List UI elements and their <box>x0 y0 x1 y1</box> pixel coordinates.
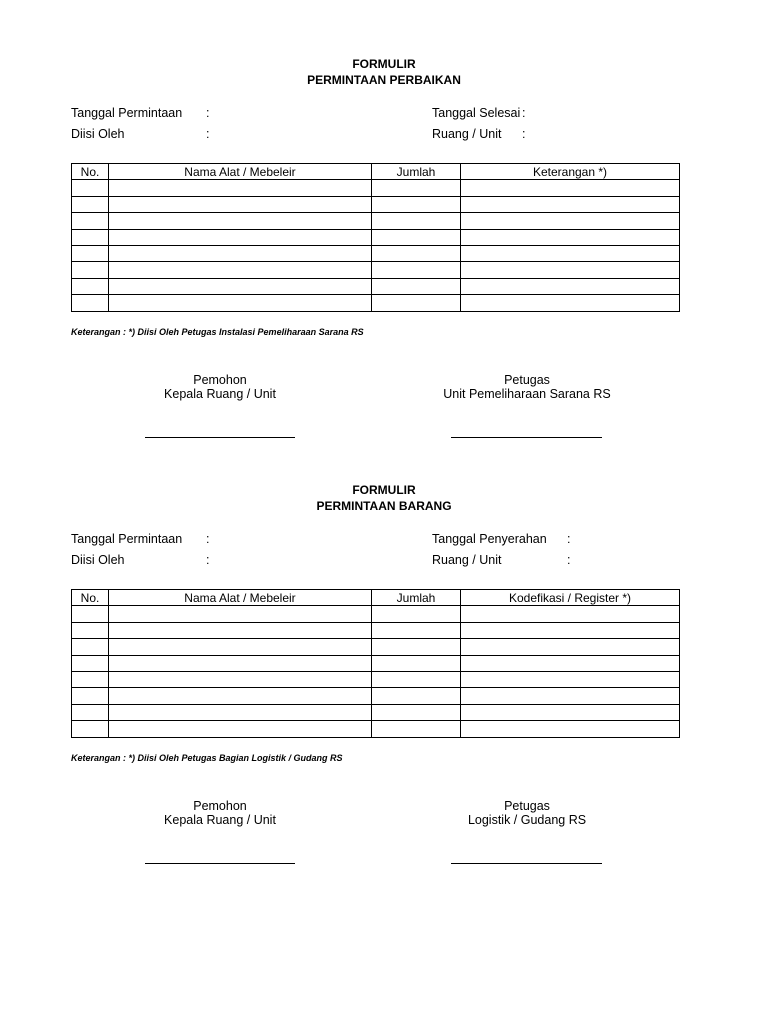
table-cell[interactable] <box>109 295 372 311</box>
table-cell[interactable] <box>72 278 109 294</box>
table-cell[interactable] <box>461 229 680 245</box>
form-permintaan-barang <box>0 483 768 903</box>
table-cell[interactable] <box>372 655 461 671</box>
tanggal-penyerahan-colon: : <box>567 532 571 546</box>
table-cell[interactable] <box>72 622 109 638</box>
table-cell[interactable] <box>461 278 680 294</box>
table-row <box>72 671 680 687</box>
header-no: No. <box>72 590 109 606</box>
table-cell[interactable] <box>461 721 680 737</box>
tanggal-permintaan-label: Tanggal Permintaan <box>71 532 183 546</box>
table-cell[interactable] <box>109 278 372 294</box>
table-cell[interactable] <box>461 180 680 196</box>
table-cell[interactable] <box>461 196 680 212</box>
table-cell[interactable] <box>461 262 680 278</box>
form-title-line2: PERMINTAAN BARANG <box>316 499 452 513</box>
table-row <box>72 688 680 704</box>
table-cell[interactable] <box>109 196 372 212</box>
table-cell[interactable] <box>372 295 461 311</box>
ruang-unit-label: Ruang / Unit <box>432 553 502 567</box>
tanggal-selesai-label: Tanggal Selesai <box>432 106 521 120</box>
ruang-unit-colon: : <box>522 127 526 141</box>
table-row <box>72 606 680 622</box>
table-cell[interactable] <box>109 688 372 704</box>
table-cell[interactable] <box>72 639 109 655</box>
table-cell[interactable] <box>372 278 461 294</box>
table-cell[interactable] <box>72 704 109 720</box>
table-cell[interactable] <box>109 606 372 622</box>
table-cell[interactable] <box>72 196 109 212</box>
table-cell[interactable] <box>72 295 109 311</box>
table-cell[interactable] <box>372 245 461 261</box>
table-cell[interactable] <box>109 639 372 655</box>
table-cell[interactable] <box>372 704 461 720</box>
sign-right-line2: Unit Pemeliharaan Sarana RS <box>443 387 611 401</box>
table-body <box>72 180 680 311</box>
table-cell[interactable] <box>109 721 372 737</box>
table-cell[interactable] <box>372 721 461 737</box>
table-cell[interactable] <box>109 262 372 278</box>
table-cell[interactable] <box>461 688 680 704</box>
table-cell[interactable] <box>372 262 461 278</box>
sign-left-line1: Pemohon <box>193 373 247 387</box>
form-title-line1: FORMULIR <box>352 57 416 71</box>
table-row <box>72 180 680 196</box>
diisi-oleh-label: Diisi Oleh <box>71 553 125 567</box>
keterangan-note: Keterangan : *) Diisi Oleh Petugas Bagian Logistik / Gudang RS <box>71 753 343 763</box>
table-row <box>72 655 680 671</box>
table-row <box>72 721 680 737</box>
table-cell[interactable] <box>72 245 109 261</box>
signature-line-petugas <box>451 863 602 864</box>
header-kodefikasi: Kodefikasi / Register *) <box>461 590 680 606</box>
table-row <box>72 245 680 261</box>
header-keterangan: Keterangan *) <box>461 164 680 180</box>
table-cell[interactable] <box>72 606 109 622</box>
diisi-oleh-colon: : <box>206 127 210 141</box>
signature-block-pemohon <box>140 373 300 401</box>
signature-block-petugas <box>420 373 634 401</box>
header-no: No. <box>72 164 109 180</box>
signature-line-pemohon <box>145 863 295 864</box>
signature-line-pemohon <box>145 437 295 438</box>
table-row <box>72 295 680 311</box>
tanggal-selesai-colon: : <box>522 106 526 120</box>
table-row <box>72 639 680 655</box>
ruang-unit-label: Ruang / Unit <box>432 127 502 141</box>
table-cell[interactable] <box>72 671 109 687</box>
items-table <box>71 589 680 738</box>
table-cell[interactable] <box>72 229 109 245</box>
signature-block-pemohon <box>140 799 300 827</box>
sign-right-line1: Petugas <box>504 799 550 813</box>
sign-left-line2: Kepala Ruang / Unit <box>164 387 276 401</box>
table-cell[interactable] <box>372 180 461 196</box>
table-header-row <box>72 590 680 606</box>
form-title-line1: FORMULIR <box>352 483 416 497</box>
tanggal-penyerahan-label: Tanggal Penyerahan <box>432 532 547 546</box>
table-cell[interactable] <box>372 622 461 638</box>
table-cell[interactable] <box>72 688 109 704</box>
ruang-unit-colon: : <box>567 553 571 567</box>
table-row <box>72 213 680 229</box>
tanggal-permintaan-label: Tanggal Permintaan <box>71 106 183 120</box>
table-cell[interactable] <box>109 704 372 720</box>
table-row <box>72 622 680 638</box>
table-cell[interactable] <box>372 688 461 704</box>
table-cell[interactable] <box>461 295 680 311</box>
table-cell[interactable] <box>372 606 461 622</box>
table-cell[interactable] <box>372 229 461 245</box>
table-cell[interactable] <box>461 213 680 229</box>
table-cell[interactable] <box>109 180 372 196</box>
table-cell[interactable] <box>72 213 109 229</box>
table-cell[interactable] <box>109 213 372 229</box>
table-cell[interactable] <box>109 655 372 671</box>
table-row <box>72 278 680 294</box>
form-permintaan-perbaikan <box>0 57 768 477</box>
sign-right-line2: Logistik / Gudang RS <box>467 813 587 827</box>
table-cell[interactable] <box>372 671 461 687</box>
table-cell[interactable] <box>109 622 372 638</box>
signature-line-petugas <box>451 437 602 438</box>
table-row <box>72 704 680 720</box>
table-header-row <box>72 164 680 180</box>
table-cell[interactable] <box>461 245 680 261</box>
table-cell[interactable] <box>72 180 109 196</box>
table-cell[interactable] <box>109 245 372 261</box>
header-nama-alat: Nama Alat / Mebeleir <box>109 590 372 606</box>
table-row <box>72 262 680 278</box>
table-cell[interactable] <box>372 196 461 212</box>
table-cell[interactable] <box>461 639 680 655</box>
table-cell[interactable] <box>461 704 680 720</box>
table-cell[interactable] <box>372 639 461 655</box>
sign-left-line1: Pemohon <box>193 799 247 813</box>
table-cell[interactable] <box>109 671 372 687</box>
table-row <box>72 229 680 245</box>
sign-right-line1: Petugas <box>504 373 550 387</box>
tanggal-permintaan-colon: : <box>206 106 210 120</box>
table-cell[interactable] <box>72 655 109 671</box>
table-row <box>72 196 680 212</box>
table-cell[interactable] <box>72 262 109 278</box>
header-jumlah: Jumlah <box>372 590 461 606</box>
table-cell[interactable] <box>461 655 680 671</box>
diisi-oleh-label: Diisi Oleh <box>71 127 125 141</box>
tanggal-permintaan-colon: : <box>206 532 210 546</box>
header-nama-alat: Nama Alat / Mebeleir <box>109 164 372 180</box>
table-cell[interactable] <box>72 721 109 737</box>
table-cell[interactable] <box>109 229 372 245</box>
signature-block-petugas <box>420 799 634 827</box>
table-body <box>72 606 680 737</box>
table-cell[interactable] <box>372 213 461 229</box>
table-cell[interactable] <box>461 622 680 638</box>
table-cell[interactable] <box>461 606 680 622</box>
keterangan-note: Keterangan : *) Diisi Oleh Petugas Instalasi Pemeliharaan Sarana RS <box>71 327 364 337</box>
diisi-oleh-colon: : <box>206 553 210 567</box>
sign-left-line2: Kepala Ruang / Unit <box>164 813 276 827</box>
form-title-line2: PERMINTAAN PERBAIKAN <box>307 73 461 87</box>
items-table <box>71 163 680 312</box>
header-jumlah: Jumlah <box>372 164 461 180</box>
table-cell[interactable] <box>461 671 680 687</box>
